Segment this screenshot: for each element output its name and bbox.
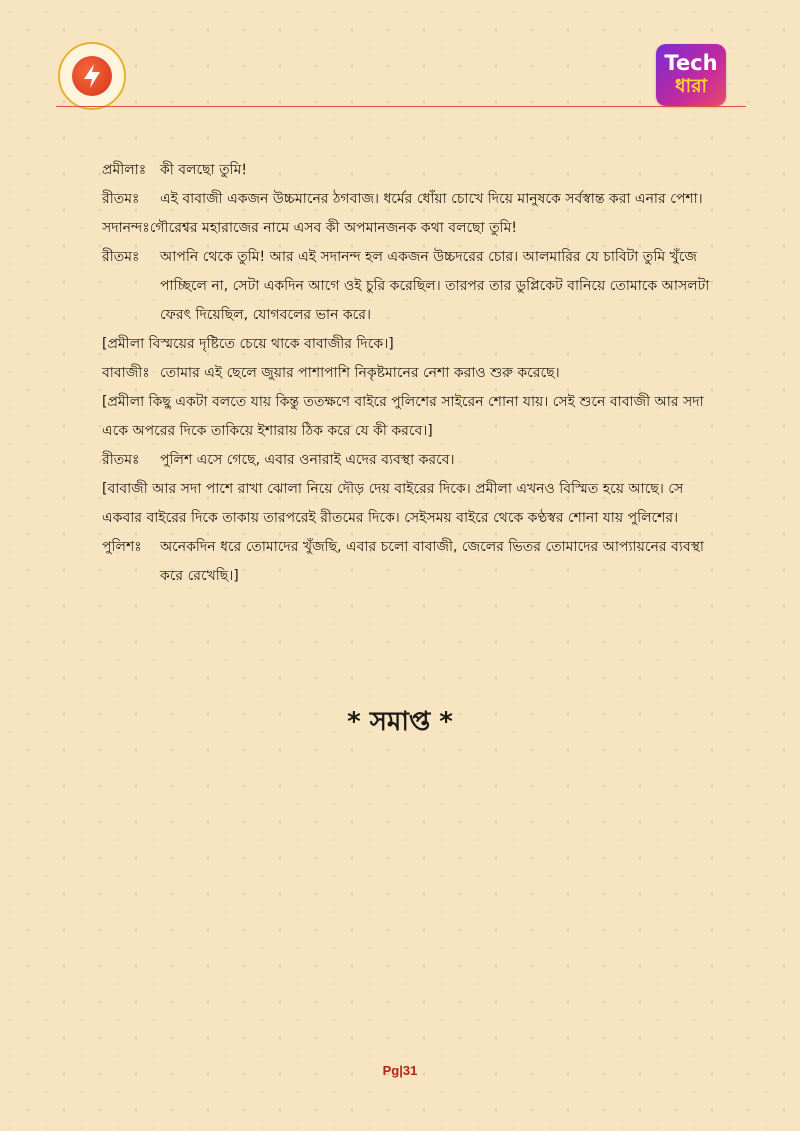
dialogue-text: অনেকদিন ধরে তোমাদের খুঁজছি, এবার চলো বাবাজী, জেলের ভিতর তোমাদের আপ্যায়নের ব্যবস্থা করে রেখেছি।]	[160, 539, 704, 584]
logo-tech-text: Tech	[664, 51, 718, 75]
dialogue-text: কী বলছো তুমি!	[160, 162, 247, 178]
logo-emblem-icon	[72, 56, 112, 96]
speaker-name: বাবাজীঃ	[102, 365, 150, 381]
dialogue-line	[102, 156, 722, 185]
dialogue-line	[102, 359, 722, 388]
dialogue-text: আপনি থেকে তুমি! আর এই সদানন্দ হল একজন উচ্চদরের চোর। আলমারির যে চাবিটা তুমি খুঁজে পাচ্ছিলে না, সেটা একদিন আগে ওই চুরি করেছিল। তারপর তার ডুপ্লিকেট বানিয়ে তোমাকে আসলটা ফেরৎ দিয়েছিল, যোগবলের ভান করে।	[160, 249, 710, 323]
dialogue-text: তোমার এই ছেলে জুয়ার পাশাপাশি নিকৃষ্টমানের নেশা করাও শুরু করেছে।	[160, 365, 560, 381]
logo-dhara-text: ধারা	[674, 75, 708, 97]
dialogue-text: গৌরেশ্বর মহারাজের নামে এসব কী অপমানজনক কথা বলছো তুমি!	[149, 220, 518, 236]
speaker-name: রীতমঃ	[102, 452, 140, 468]
techno-india-logo	[58, 42, 126, 110]
dialogue-text: পুলিশ এসে গেছে, এবার ওনারাই এদের ব্যবস্থা করবে।	[160, 452, 455, 468]
play-dialogue	[102, 156, 722, 591]
speaker-name: পুলিশঃ	[102, 539, 142, 555]
dialogue-text: এই বাবাজী একজন উচ্চমানের ঠগবাজ। ধর্মের ধোঁয়া চোখে দিয়ে মানুষকে সর্বস্বান্ত করা এনার পেশা।	[160, 191, 703, 207]
dialogue-line	[102, 533, 722, 591]
stage-direction: [প্রমীলা বিস্ময়ের দৃষ্টিতে চেয়ে থাকে বাবাজীর দিকে।]	[102, 336, 394, 352]
stage-direction: [বাবাজী আর সদা পাশে রাখা ঝোলা নিয়ে দৌড় দেয় বাইরের দিকে। প্রমীলা এখনও বিস্মিত হয়ে আছে। সে একবার বাইরের দিকে তাকায় তারপরেই রীতমের দিকে। সেইসময় বাইরে থেকে কণ্ঠস্বর শোনা যায় পুলিশের।	[102, 481, 684, 526]
dialogue-line	[102, 446, 722, 475]
speaker-name: রীতমঃ	[102, 249, 140, 265]
speaker-name: প্রমীলাঃ	[102, 162, 147, 178]
dialogue-line	[102, 185, 722, 214]
header-rule	[56, 106, 746, 107]
dialogue-line	[102, 243, 722, 330]
speaker-name: রীতমঃ	[102, 191, 140, 207]
tech-dhara-logo	[656, 44, 726, 106]
stage-direction: [প্রমীলা কিছু একটা বলতে যায় কিন্তু ততক্ষণে বাইরে পুলিশের সাইরেন শোনা যায়। সেই শুনে বাবাজী আর সদা একে অপরের দিকে তাকিয়ে ইশারায় ঠিক করে যে কী করবে।]	[102, 394, 704, 439]
ending-title: * সমাপ্ত *	[347, 707, 453, 737]
speaker-name: সদানন্দঃ	[102, 220, 150, 236]
page-number: Pg|31	[382, 1063, 418, 1078]
dialogue-line	[102, 214, 722, 243]
